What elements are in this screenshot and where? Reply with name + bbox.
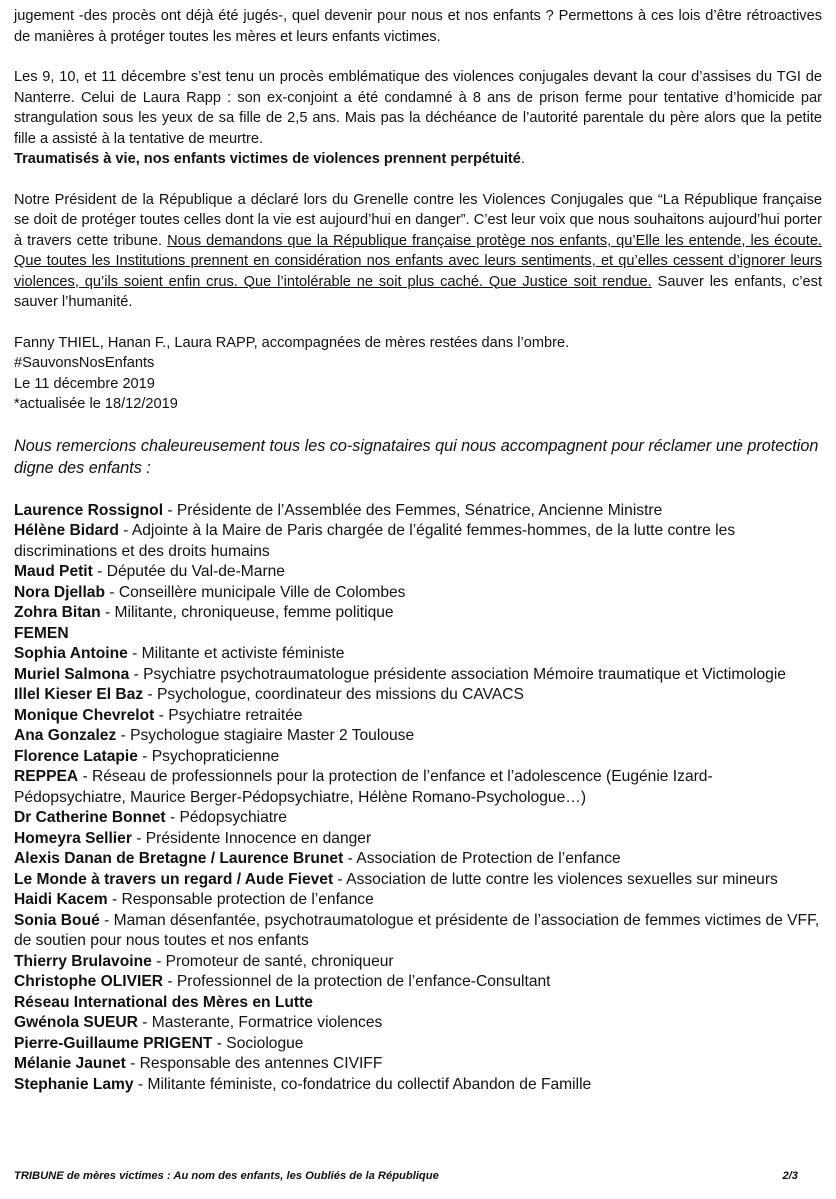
signatory-item — [14, 870, 822, 891]
signatory-name: Maud Petit — [14, 563, 93, 580]
signatory-item — [14, 1034, 822, 1055]
signatory-description: - Députée du Val-de-Marne — [92, 563, 285, 580]
signatory-item — [14, 644, 822, 665]
signatory-description: - Pédopsychiatre — [165, 809, 287, 826]
signatory-name: Sophia Antoine — [14, 645, 128, 662]
paragraph-2-text: Les 9, 10, et 11 décembre s’est tenu un procès emblématique des violences conjugales devant la cour d’assises du TGI de Nanterre. Celui de Laura Rapp : son ex-conjoint a été condamné à 8 ans de prison ferme pour tentative d’homicide par strangulation sous les yeux de sa fille de 2,5 ans. Mais pas la déchéance de l’autorité parentale du père alors que la petite fille a assisté à la tentative de meurtre. — [14, 69, 822, 147]
signatory-description: - Adjointe à la Maire de Paris chargée de l’égalité femmes-hommes, de la lutte contre les discriminations et des droits humains — [14, 522, 736, 560]
signatory-name: Hélène Bidard — [14, 522, 119, 539]
signatory-name: Christophe OLIVIER — [14, 973, 164, 990]
signatory-name: Réseau International des Mères en Lutte — [14, 993, 313, 1011]
signatory-name: Muriel Salmona — [14, 665, 130, 683]
signatory-name: Ana Gonzalez — [14, 727, 117, 744]
signatory-description: - Maman désenfantée, psychotraumatologue et présidente de l’association de femmes victimes de VFF, de soutien pour nous toutes et nos enfants — [14, 911, 820, 949]
signatory-description: - Militante féministe, co-fondatrice du collectif Abandon de Famille — [133, 1075, 592, 1093]
signatory-item — [14, 972, 822, 993]
signatory-description: - Conseillère municipale Ville de Colombes — [105, 583, 406, 601]
signatory-description: - Masterante, Formatrice violences — [137, 1014, 383, 1031]
signatory-name: Monique Chevrelot — [14, 706, 155, 724]
signatory-item — [14, 665, 822, 686]
signatory-item — [14, 726, 822, 747]
signatory-name: Gwénola SUEUR — [14, 1014, 138, 1031]
cosignatories-intro: Nous remercions chaleureusement tous les co-signataires qui nous accompagnent pour réclamer une protection digne des enfants : — [14, 436, 819, 477]
signatory-name: Thierry Brulavoine — [14, 952, 152, 970]
signatory-item — [14, 849, 822, 870]
signatory-name: Le Monde à travers un regard / Aude Fievet — [14, 870, 334, 888]
signatory-name: Dr Catherine Bonnet — [14, 809, 166, 826]
signature-updated: *actualisée le 18/12/2019 — [14, 396, 178, 412]
signatory-name: Haidi Kacem — [14, 891, 108, 908]
signatory-item — [14, 952, 822, 973]
signatory-item — [14, 501, 822, 522]
paragraph-2-bold: Traumatisés à vie, nos enfants victimes de violences prennent perpétuité — [14, 151, 521, 167]
signatory-description: - Promoteur de santé, chroniqueur — [151, 952, 394, 970]
signatory-item — [14, 747, 822, 768]
paragraph-3-end: Sauver les enfants, c’est sauver l’humanité. — [14, 273, 822, 310]
signatory-name: Stephanie Lamy — [14, 1075, 134, 1093]
signatory-item — [14, 829, 822, 850]
signature-date: Le 11 décembre 2019 — [14, 375, 155, 392]
footer-page-number: 2/3 — [782, 1170, 798, 1182]
signatory-name: Zohra Bitan — [14, 604, 101, 621]
signatory-description: - Présidente de l’Assemblée des Femmes, Sénatrice, Ancienne Ministre — [163, 501, 663, 519]
signatory-item — [14, 911, 822, 952]
signatory-description: - Réseau de professionnels pour la protection de l’enfance et l’adolescence (Eugénie Izard-Pédopsychiatre, Maurice Berger-Pédopsychiatre, Hélène Romano-Psychologue…) — [14, 768, 713, 806]
paragraph-3-demands: Nous demandons que la République française protège nos enfants, qu’Elle les entende, les écoute. Que toutes les Institutions prennent en considération nos enfants avec leurs sentiments, et qu’elles cessent d’ignorer leurs violences, qu’ils soient enfin crus. Que l’intolérable ne soit plus caché. Que Justice soit rendue. — [14, 232, 822, 290]
signatory-name: Homeyra Sellier — [14, 829, 132, 847]
signatory-item — [14, 521, 822, 562]
signatory-name: Pierre-Guillaume PRIGENT — [14, 1034, 213, 1052]
footer-title: TRIBUNE de mères victimes : Au nom des enfants, les Oubliés de la République — [14, 1170, 439, 1182]
paragraph-3 — [14, 190, 822, 313]
signatory-item — [14, 1013, 822, 1034]
signatory-item — [14, 603, 822, 624]
signatories-list — [14, 501, 822, 1096]
signatory-description: - Psychiatre psychotraumatologue présidente association Mémoire traumatique et Victimologie — [129, 665, 786, 683]
signatory-name: Illel Kieser El Baz — [14, 686, 144, 703]
signatory-item — [14, 706, 822, 727]
signatory-name: Laurence Rossignol — [14, 501, 164, 519]
signatory-description: - Psychopraticienne — [137, 747, 280, 765]
document-page — [14, 0, 822, 1095]
signatory-description: - Psychiatre retraitée — [154, 706, 303, 724]
signatory-item — [14, 685, 822, 706]
signatory-item — [14, 583, 822, 604]
paragraph-3-start: Notre Président de la République a déclaré lors du Grenelle contre les Violences Conjugales que “La République française se doit de protéger toutes celles dont la vie est aujourd’hui en danger”. C’est leur voix que nous souhaitons aujourd’hui porter à travers cette tribune. — [14, 191, 822, 249]
signatory-description: - Psychologue stagiaire Master 2 Toulouse — [116, 727, 415, 744]
signature-block — [14, 333, 822, 415]
signatory-item — [14, 767, 822, 808]
signatory-description: - Psychologue, coordinateur des missions du CAVACS — [143, 686, 524, 703]
signatory-name: REPPEA — [14, 768, 79, 785]
signatory-name: Alexis Danan de Bretagne / Laurence Brunet — [14, 850, 344, 867]
signatory-description: - Professionnel de la protection de l’enfance-Consultant — [163, 973, 551, 990]
signatory-description: - Présidente Innocence en danger — [131, 829, 372, 847]
signatory-item — [14, 1075, 822, 1096]
signatory-item — [14, 1054, 822, 1075]
signatory-item — [14, 890, 822, 911]
signatory-item — [14, 808, 822, 829]
page-footer — [14, 1170, 798, 1182]
signatory-item — [14, 562, 822, 583]
paragraph-2-tail: . — [520, 151, 525, 167]
signatory-description: - Association de Protection de l’enfance — [343, 850, 621, 867]
signatory-item — [14, 624, 822, 645]
signatory-name: FEMEN — [14, 624, 69, 642]
signatory-description: - Militante et activiste féministe — [127, 645, 345, 662]
signatory-name: Florence Latapie — [14, 747, 138, 765]
signatory-name: Mélanie Jaunet — [14, 1055, 126, 1072]
signatory-description: - Responsable protection de l’enfance — [107, 891, 374, 908]
signature-authors: Fanny THIEL, Hanan F., Laura RAPP, accompagnées de mères restées dans l’ombre. — [14, 334, 570, 351]
paragraph-2 — [14, 67, 822, 170]
paragraph-1: jugement -des procès ont déjà été jugés-, quel devenir pour nous et nos enfants ? Permettons à ces lois d’être rétroactives de manières à protéger toutes les mères et leurs enfants victimes. — [14, 8, 822, 45]
signature-hashtag: #SauvonsNosEnfants — [14, 355, 155, 371]
signatory-name: Sonia Boué — [14, 911, 100, 929]
signatory-description: - Responsable des antennes CIVIFF — [125, 1055, 383, 1072]
signatory-description: - Sociologue — [212, 1034, 304, 1052]
signatory-name: Nora Djellab — [14, 583, 105, 601]
signatory-item — [14, 993, 822, 1014]
signatory-description: - Militante, chroniqueuse, femme politique — [100, 604, 394, 621]
signatory-description: - Association de lutte contre les violences sexuelles sur mineurs — [333, 870, 778, 888]
